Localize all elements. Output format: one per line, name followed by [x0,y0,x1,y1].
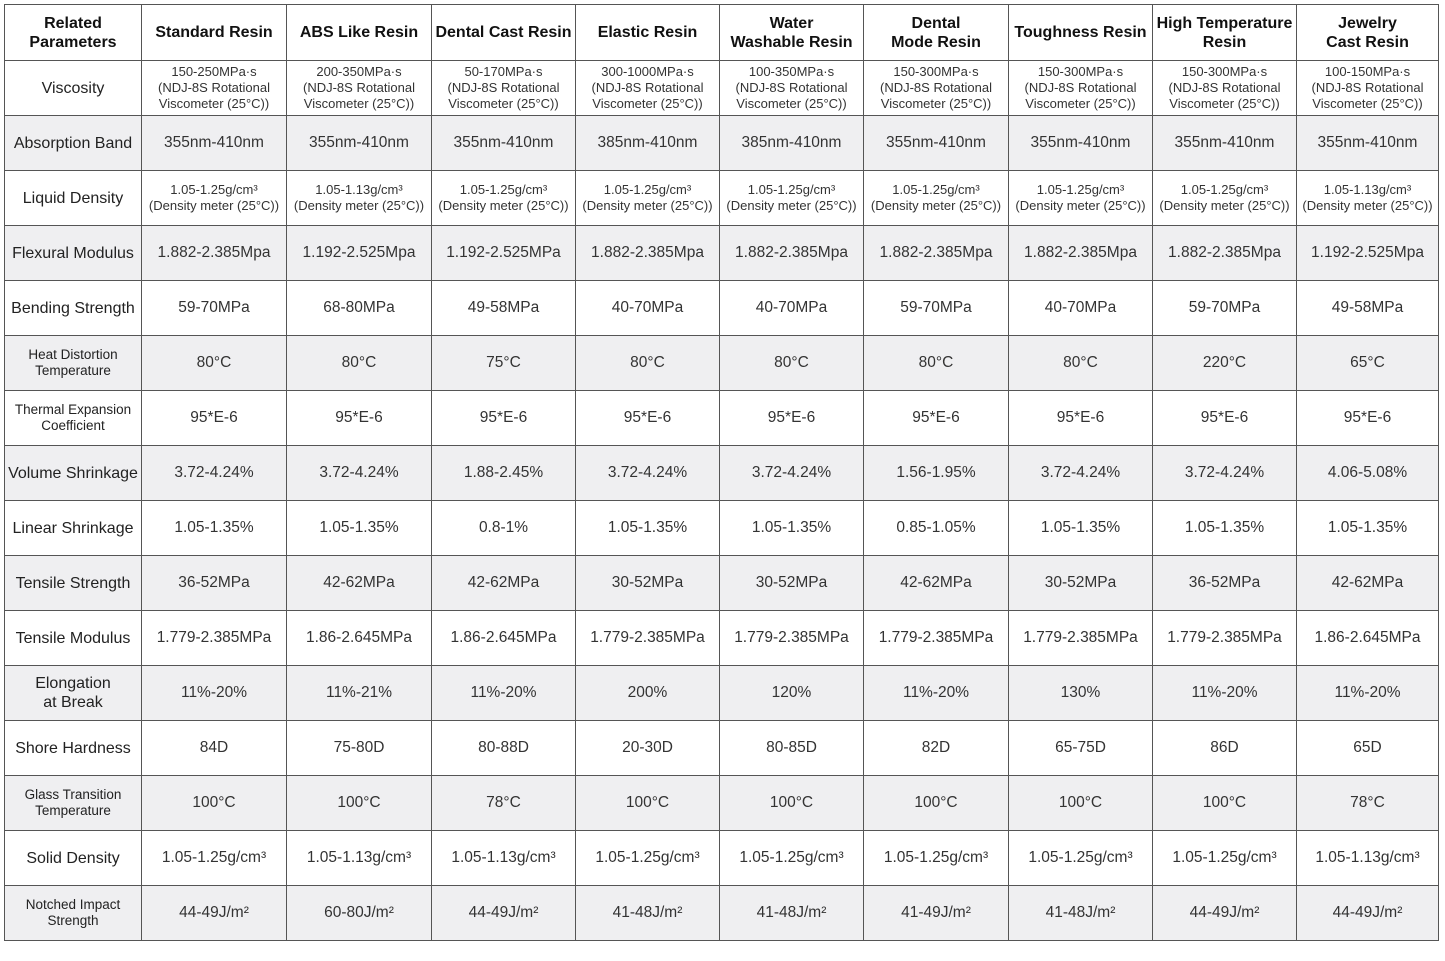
table-cell: 1.86-2.645MPa [1297,611,1439,666]
row-label: Shore Hardness [5,721,142,776]
table-cell: 95*E-6 [576,391,720,446]
table-cell: 120% [720,666,864,721]
table-cell: 355nm-410nm [1009,116,1153,171]
table-row [5,61,1439,116]
table-cell: 1.882-2.385Mpa [576,226,720,281]
table-row [5,336,1439,391]
table-row [5,721,1439,776]
header-cell-resin: Jewelry Cast Resin [1297,5,1439,61]
table-cell: 0.85-1.05% [864,501,1009,556]
table-cell: 42-62MPa [1297,556,1439,611]
table-cell: 355nm-410nm [287,116,432,171]
table-cell: 80°C [576,336,720,391]
table-row [5,171,1439,226]
table-cell: 3.72-4.24% [720,446,864,501]
table-cell: 40-70MPa [1009,281,1153,336]
table-cell: 80°C [720,336,864,391]
table-cell: 355nm-410nm [432,116,576,171]
table-cell: 3.72-4.24% [287,446,432,501]
table-row [5,886,1439,941]
table-cell: 355nm-410nm [1297,116,1439,171]
table-row [5,116,1439,171]
header-cell-resin: Toughness Resin [1009,5,1153,61]
row-label: Notched Impact Strength [5,886,142,941]
table-cell: 11%-20% [432,666,576,721]
table-cell: 150-300MPa·s (NDJ-8S Rotational Viscometer (25°C)) [1009,61,1153,116]
table-cell: 1.779-2.385MPa [1009,611,1153,666]
header-cell-resin: Elastic Resin [576,5,720,61]
table-cell: 78°C [432,776,576,831]
table-cell: 20-30D [576,721,720,776]
table-cell: 41-48J/m² [720,886,864,941]
table-cell: 30-52MPa [720,556,864,611]
resin-parameters-table-wrapper [4,4,1439,941]
table-cell: 36-52MPa [142,556,287,611]
table-cell: 1.05-1.25g/cm³ (Density meter (25°C)) [432,171,576,226]
table-cell: 11%-20% [1297,666,1439,721]
table-cell: 42-62MPa [864,556,1009,611]
table-cell: 44-49J/m² [1153,886,1297,941]
table-cell: 1.86-2.645MPa [432,611,576,666]
table-row [5,281,1439,336]
table-cell: 42-62MPa [432,556,576,611]
table-row [5,831,1439,886]
table-cell: 3.72-4.24% [576,446,720,501]
table-cell: 95*E-6 [1009,391,1153,446]
table-cell: 40-70MPa [576,281,720,336]
table-row [5,391,1439,446]
table-cell: 1.05-1.25g/cm³ [142,831,287,886]
table-row [5,446,1439,501]
table-cell: 59-70MPa [142,281,287,336]
table-cell: 1.192-2.525MPa [432,226,576,281]
table-cell: 3.72-4.24% [142,446,287,501]
table-row [5,226,1439,281]
table-cell: 1.05-1.25g/cm³ [1153,831,1297,886]
table-cell: 150-250MPa·s (NDJ-8S Rotational Viscometer (25°C)) [142,61,287,116]
table-cell: 86D [1153,721,1297,776]
header-cell-resin: High Temperature Resin [1153,5,1297,61]
header-cell-resin: Water Washable Resin [720,5,864,61]
table-cell: 1.56-1.95% [864,446,1009,501]
table-cell: 50-170MPa·s (NDJ-8S Rotational Viscometer (25°C)) [432,61,576,116]
resin-parameters-table [4,4,1439,941]
table-cell: 80-85D [720,721,864,776]
table-cell: 95*E-6 [864,391,1009,446]
table-cell: 59-70MPa [864,281,1009,336]
table-cell: 80°C [1009,336,1153,391]
table-cell: 95*E-6 [720,391,864,446]
table-row [5,501,1439,556]
row-label: Flexural Modulus [5,226,142,281]
table-cell: 1.05-1.13g/cm³ [432,831,576,886]
table-cell: 78°C [1297,776,1439,831]
table-cell: 1.779-2.385MPa [864,611,1009,666]
table-cell: 44-49J/m² [1297,886,1439,941]
table-cell: 200-350MPa·s (NDJ-8S Rotational Viscometer (25°C)) [287,61,432,116]
table-cell: 1.882-2.385Mpa [1009,226,1153,281]
table-cell: 1.05-1.25g/cm³ [720,831,864,886]
table-cell: 44-49J/m² [142,886,287,941]
table-cell: 30-52MPa [1009,556,1153,611]
table-cell: 355nm-410nm [864,116,1009,171]
table-cell: 385nm-410nm [576,116,720,171]
table-cell: 355nm-410nm [1153,116,1297,171]
table-cell: 68-80MPa [287,281,432,336]
table-cell: 80°C [864,336,1009,391]
table-cell: 65°C [1297,336,1439,391]
table-row [5,611,1439,666]
table-cell: 1.05-1.35% [576,501,720,556]
row-label: Tensile Strength [5,556,142,611]
table-cell: 41-48J/m² [576,886,720,941]
table-row [5,666,1439,721]
table-cell: 1.05-1.25g/cm³ (Density meter (25°C)) [142,171,287,226]
table-cell: 80-88D [432,721,576,776]
header-cell-parameters: Related Parameters [5,5,142,61]
table-cell: 75-80D [287,721,432,776]
table-cell: 100°C [720,776,864,831]
table-cell: 1.05-1.35% [1009,501,1153,556]
table-cell: 100°C [864,776,1009,831]
table-cell: 1.88-2.45% [432,446,576,501]
table-cell: 1.05-1.13g/cm³ (Density meter (25°C)) [287,171,432,226]
table-cell: 3.72-4.24% [1153,446,1297,501]
table-cell: 1.882-2.385Mpa [720,226,864,281]
table-cell: 100-150MPa·s (NDJ-8S Rotational Viscometer (25°C)) [1297,61,1439,116]
table-cell: 30-52MPa [576,556,720,611]
header-row [5,5,1439,61]
table-cell: 60-80J/m² [287,886,432,941]
table-cell: 44-49J/m² [432,886,576,941]
row-label: Glass Transition Temperature [5,776,142,831]
row-label: Absorption Band [5,116,142,171]
row-label: Elongation at Break [5,666,142,721]
header-cell-resin: Dental Cast Resin [432,5,576,61]
table-cell: 1.192-2.525Mpa [287,226,432,281]
table-cell: 84D [142,721,287,776]
row-label: Solid Density [5,831,142,886]
table-cell: 1.86-2.645MPa [287,611,432,666]
table-cell: 300-1000MPa·s (NDJ-8S Rotational Viscometer (25°C)) [576,61,720,116]
table-cell: 65-75D [1009,721,1153,776]
table-cell: 220°C [1153,336,1297,391]
table-cell: 1.05-1.13g/cm³ [287,831,432,886]
table-cell: 1.192-2.525Mpa [1297,226,1439,281]
row-label: Tensile Modulus [5,611,142,666]
table-cell: 130% [1009,666,1153,721]
row-label: Volume Shrinkage [5,446,142,501]
table-cell: 11%-20% [864,666,1009,721]
table-cell: 1.05-1.35% [1297,501,1439,556]
table-body [5,61,1439,941]
table-cell: 11%-21% [287,666,432,721]
table-cell: 1.05-1.25g/cm³ [576,831,720,886]
row-label: Liquid Density [5,171,142,226]
table-cell: 150-300MPa·s (NDJ-8S Rotational Viscometer (25°C)) [1153,61,1297,116]
table-cell: 385nm-410nm [720,116,864,171]
row-label: Heat Distortion Temperature [5,336,142,391]
table-cell: 100°C [576,776,720,831]
table-cell: 1.882-2.385Mpa [1153,226,1297,281]
table-cell: 1.882-2.385Mpa [864,226,1009,281]
table-cell: 1.05-1.25g/cm³ (Density meter (25°C)) [576,171,720,226]
table-cell: 1.779-2.385MPa [142,611,287,666]
table-cell: 41-49J/m² [864,886,1009,941]
header-cell-resin: ABS Like Resin [287,5,432,61]
table-cell: 150-300MPa·s (NDJ-8S Rotational Viscometer (25°C)) [864,61,1009,116]
table-cell: 1.05-1.13g/cm³ (Density meter (25°C)) [1297,171,1439,226]
table-cell: 95*E-6 [1297,391,1439,446]
table-cell: 1.882-2.385Mpa [142,226,287,281]
table-cell: 95*E-6 [1153,391,1297,446]
table-cell: 42-62MPa [287,556,432,611]
table-cell: 36-52MPa [1153,556,1297,611]
table-cell: 95*E-6 [287,391,432,446]
table-cell: 40-70MPa [720,281,864,336]
table-cell: 1.05-1.35% [1153,501,1297,556]
header-cell-resin: Dental Mode Resin [864,5,1009,61]
table-cell: 100-350MPa·s (NDJ-8S Rotational Viscometer (25°C)) [720,61,864,116]
table-cell: 1.05-1.25g/cm³ [1009,831,1153,886]
table-cell: 1.05-1.25g/cm³ (Density meter (25°C)) [1009,171,1153,226]
table-row [5,776,1439,831]
table-cell: 80°C [287,336,432,391]
row-label: Viscosity [5,61,142,116]
table-cell: 65D [1297,721,1439,776]
table-cell: 95*E-6 [432,391,576,446]
table-cell: 49-58MPa [1297,281,1439,336]
header-cell-resin: Standard Resin [142,5,287,61]
table-cell: 1.05-1.25g/cm³ (Density meter (25°C)) [720,171,864,226]
table-cell: 1.779-2.385MPa [1153,611,1297,666]
table-cell: 100°C [1009,776,1153,831]
table-cell: 355nm-410nm [142,116,287,171]
table-cell: 1.05-1.25g/cm³ [864,831,1009,886]
table-cell: 82D [864,721,1009,776]
table-cell: 11%-20% [142,666,287,721]
table-row [5,556,1439,611]
table-cell: 200% [576,666,720,721]
table-cell: 49-58MPa [432,281,576,336]
table-cell: 1.05-1.35% [142,501,287,556]
row-label: Bending Strength [5,281,142,336]
table-cell: 3.72-4.24% [1009,446,1153,501]
table-cell: 75°C [432,336,576,391]
table-cell: 1.779-2.385MPa [720,611,864,666]
table-cell: 0.8-1% [432,501,576,556]
table-cell: 1.05-1.35% [287,501,432,556]
table-cell: 4.06-5.08% [1297,446,1439,501]
table-cell: 1.779-2.385MPa [576,611,720,666]
table-cell: 11%-20% [1153,666,1297,721]
table-cell: 100°C [287,776,432,831]
table-cell: 1.05-1.13g/cm³ [1297,831,1439,886]
table-cell: 1.05-1.25g/cm³ (Density meter (25°C)) [864,171,1009,226]
table-cell: 59-70MPa [1153,281,1297,336]
row-label: Thermal Expansion Coefficient [5,391,142,446]
table-cell: 1.05-1.35% [720,501,864,556]
table-cell: 1.05-1.25g/cm³ (Density meter (25°C)) [1153,171,1297,226]
table-cell: 100°C [142,776,287,831]
table-cell: 100°C [1153,776,1297,831]
table-cell: 41-48J/m² [1009,886,1153,941]
row-label: Linear Shrinkage [5,501,142,556]
table-cell: 80°C [142,336,287,391]
table-cell: 95*E-6 [142,391,287,446]
